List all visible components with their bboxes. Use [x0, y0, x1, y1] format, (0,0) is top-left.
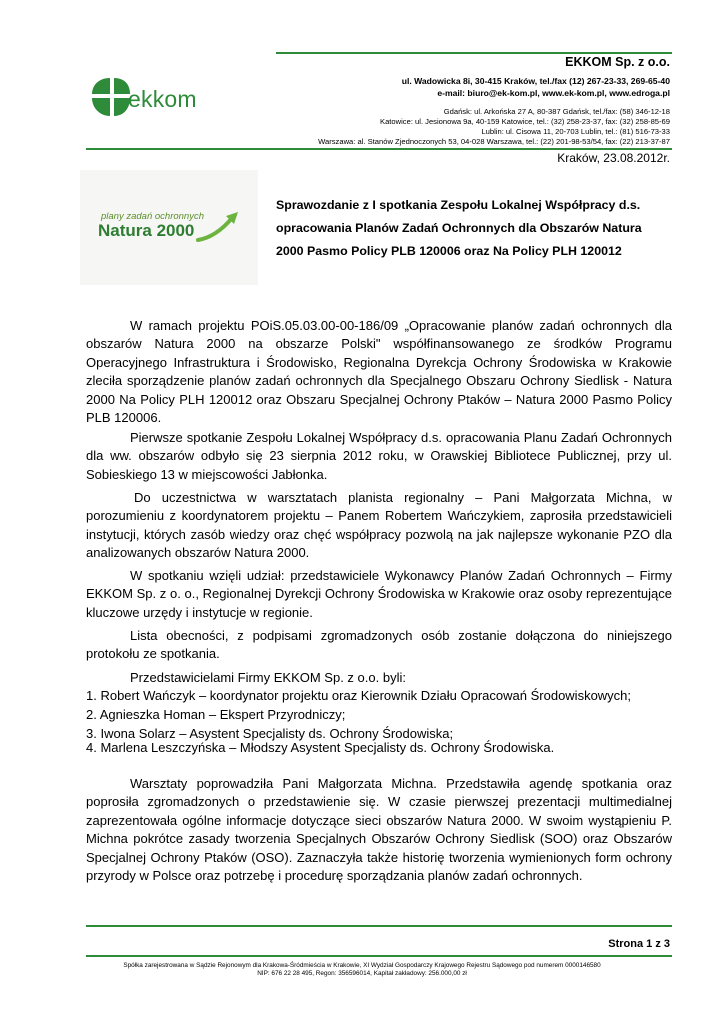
list-item: 3. Iwona Solarz – Asystent Specjalisty ds. Ochrony Środowiska; [86, 726, 454, 741]
header-branch-gdansk: Gdańsk: ul. Arkońska 27 A, 80-387 Gdańsk, tel./fax: (58) 346-12-18 [443, 107, 670, 116]
page-number: Strona 1 z 3 [608, 938, 670, 950]
header-email: e-mail: biuro@ek-kom.pl, www.ek-kom.pl, www.edroga.pl [437, 88, 670, 98]
header-company-name: EKKOM Sp. z o.o. [565, 55, 670, 69]
header-bottom-rule [86, 148, 672, 150]
paragraph-workshop: Warsztaty poprowadziła Pani Małgorzata Michna. Przedstawiła agendę spotkania oraz poprosiła zgromadzonych o przedstawienie się. W czasie pierwszej prezentacji multimedialnej zaprezentowała ogólne informacje dotyczące sieci obszarów Natura 2000. W swoim wystąpieniu P. Michna pokrótce zasady tworzenia Specjalnych Obszarów Ochrony Siedlisk (SOO) oraz Obszarów Specjalnej Ochrony Ptaków (OSO). Zaznaczyła także historię tworzenia wymienionych form ochrony przyrody w Polsce oraz potrzebę i procedurę sporządzania planów zadań ochronnych. [86, 776, 672, 884]
report-title-line: Sprawozdanie z I spotkania Zespołu Lokalnej Współpracy d.s. [276, 198, 641, 212]
header-branch-lublin: Lublin: ul. Cisowa 11, 20-703 Lublin, tel.: (81) 516-73-33 [481, 127, 670, 136]
place-date: Kraków, 23.08.2012r. [557, 151, 670, 165]
header-branch-katowice: Katowice: ul. Jesionowa 9a, 40-159 Katowice, tel.: (32) 258-23-37, fax: (32) 258-85-69 [380, 117, 670, 126]
natura-logo-title: Natura 2000 [98, 221, 195, 240]
list-item: 4. Marlena Leszczyńska – Młodszy Asystent Specjalisty ds. Ochrony Środowiska. [86, 740, 555, 755]
paragraph-invitation: Do uczestnictwa w warsztatach planista regionalny – Pani Małgorzata Michna, w porozumieniu z koordynatorem projektu – Panem Robertem Wańczykiem, zaprosiła przedstawicieli instytucji, których zasób wiedzy oraz chęć współpracy pozwolą na jak najlepsze wykonanie PZO dla analizowanych obszarów Natura 2000. [86, 490, 672, 561]
paragraph-project-intro: W ramach projektu POiS.05.03.00-00-186/09 „Opracowanie planów zadań ochronnych dla obszarów Natura 2000 na obszarze Polski" współfinansowanego ze środków Programu Operacyjnego Infrastruktura i Środowisko, Regionalna Dyrekcja Ochrony Środowiska w Krakowie zleciła sporządzenie planów zadań ochronnych dla Specjalnego Obszaru Ochrony Siedlisk - Natura 2000 Na Policy PLH 120012 oraz Obszaru Specjalnej Ochrony Ptaków – Natura 2000 Pasmo Policy PLB 120006. [86, 318, 672, 426]
header-address: ul. Wadowicka 8i, 30-415 Kraków, tel./fax (12) 267-23-33, 269-65-40 [401, 76, 670, 86]
natura-logo-subtitle: plany zadań ochronnych [101, 211, 204, 222]
header-branch-warszawa: Warszawa: al. Stanów Zjednoczonych 53, 04-028 Warszawa, tel.: (22) 201-98-53/54, fax: (22) 213-37-87 [318, 137, 670, 146]
paragraph-attendance-list: Lista obecności, z podpisami zgromadzonych osób zostanie dołączona do niniejszego protokołu ze spotkania. [86, 628, 672, 662]
footer-bottom-rule [86, 955, 672, 957]
footer-tax-info: NIP: 676 22 28 495, Regon: 356596014, Kapitał zakładowy: 256.000,00 zł [257, 970, 467, 977]
report-title-line: opracowania Planów Zadań Ochronnych dla Obszarów Natura [276, 221, 642, 235]
header-top-rule [276, 52, 672, 54]
paragraph-first-meeting: Pierwsze spotkanie Zespołu Lokalnej Współpracy d.s. opracowania Planu Zadań Ochronnych dla ww. obszarów odbyło się 23 sierpnia 2012 roku, w Orawskiej Bibliotece Publicznej, przy ul. Sobieskiego 13 w miejscowości Jabłonka. [86, 430, 672, 482]
paragraph-representatives-intro: Przedstawicielami Firmy EKKOM Sp. z o.o. byli: [130, 670, 406, 685]
report-title-line: 2000 Pasmo Policy PLB 120006 oraz Na Policy PLH 120012 [276, 244, 622, 258]
paragraph-participants: W spotkaniu wzięli udział: przedstawiciele Wykonawcy Planów Zadań Ochronnych – Firmy EKKOM Sp. z o. o., Regionalnej Dyrekcji Ochrony Środowiska w Krakowie oraz osoby reprezentujące kluczowe urzędy i instytucje w regionie. [86, 568, 672, 620]
list-item: 1. Robert Wańczyk – koordynator projektu oraz Kierownik Działu Opracowań Środowiskowych; [86, 688, 632, 703]
list-item: 2. Agnieszka Homan – Ekspert Przyrodniczy; [86, 707, 346, 722]
footer-top-rule [86, 925, 672, 927]
natura-arrow-icon [196, 208, 242, 244]
footer-registration: Spółka zarejestrowana w Sądzie Rejonowym dla Krakowa-Śródmieścia w Krakowie, XI Wydział Gospodarczy Krajowego Rejestru Sądowego pod numerem 0000146580 [123, 962, 601, 969]
ekkom-logo-text: ekkom [128, 86, 197, 112]
report-title [276, 194, 672, 263]
